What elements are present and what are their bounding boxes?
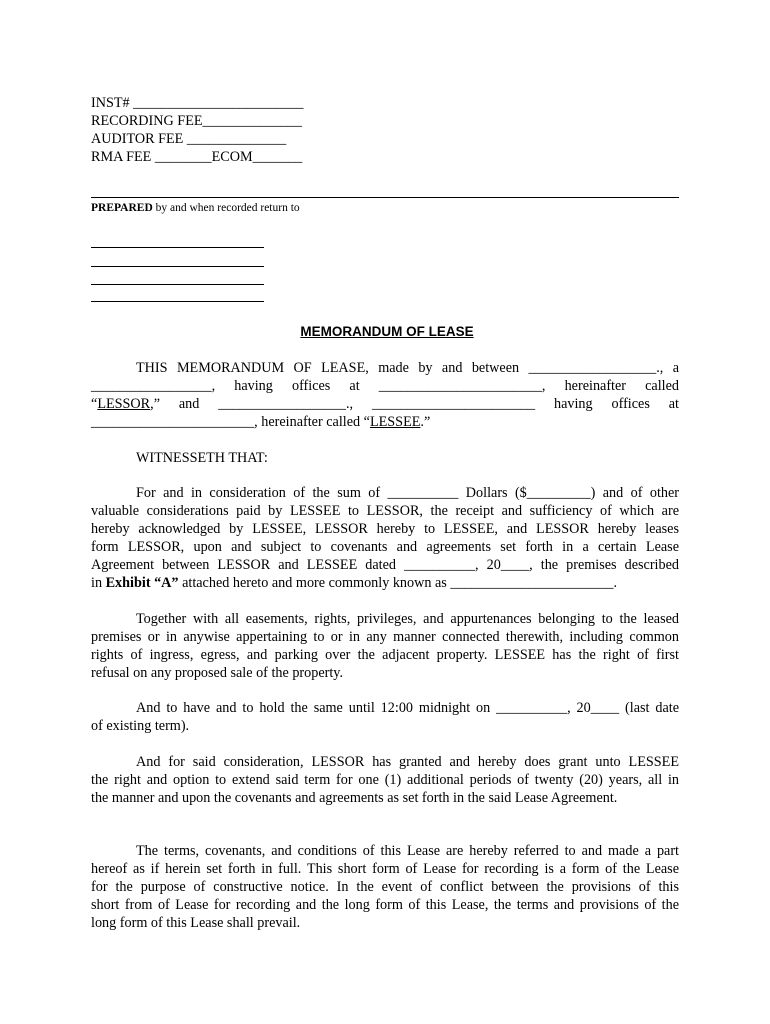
rma-fee-line: RMA FEE ________ECOM_______	[91, 149, 303, 165]
document-title-text: MEMORANDUM OF LEASE	[300, 324, 474, 339]
para2-line5: Agreement between LESSOR and LESSEE dated __________, 20____, the premises described	[91, 557, 679, 573]
para1-line4-end: .”	[420, 414, 431, 430]
para1-line2: _________________, having offices at _______________________, hereinafter called	[91, 378, 679, 394]
para5-line2: the right and option to extend said term for one (1) additional periods of twenty (20) years, all in	[91, 772, 679, 788]
para1-line3-quote: “	[91, 396, 98, 412]
para1-line3-rest: ,” and __________________., _______________________ having offices at	[150, 396, 679, 412]
separator-rule	[91, 197, 679, 198]
para6-line2: hereof as if herein set forth in full. This short form of Lease for recording is a form of the Lease	[91, 861, 679, 877]
para1-line4-start: _______________________, hereinafter called “	[91, 414, 370, 430]
para2-line6	[91, 574, 679, 592]
para6-line5: long form of this Lease shall prevail.	[91, 915, 301, 931]
return-address-line	[91, 284, 264, 285]
para5-line3: the manner and upon the covenants and agreements as set forth in the said Lease Agreement.	[91, 790, 618, 806]
lessee-defined-term: LESSEE	[369, 414, 421, 430]
para6-line3: for the purpose of constructive notice. In the event of conflict between the provisions of this	[91, 879, 679, 895]
para6-line4: short from of Lease for recording and the long form of this Lease, the terms and provisions of the	[91, 897, 679, 913]
para3-line3: rights of ingress, egress, and parking over the adjacent property. LESSEE has the right of first	[91, 647, 679, 663]
prepared-text: by and when recorded return to	[152, 202, 300, 214]
witnesseth-heading: WITNESSETH THAT:	[136, 450, 268, 466]
auditor-fee-line: AUDITOR FEE ______________	[91, 131, 287, 147]
para6-line1: The terms, covenants, and conditions of this Lease are hereby referred to and made a part	[136, 843, 679, 859]
inst-line: INST# ________________________	[91, 95, 304, 111]
recording-fee-line: RECORDING FEE______________	[91, 113, 302, 129]
para2-line4: form LESSOR, upon and subject to covenants and agreements set forth in a certain Lease	[91, 539, 679, 555]
para5-line1: And for said consideration, LESSOR has granted and hereby does grant unto LESSEE	[136, 754, 679, 770]
para3-line4: refusal on any proposed sale of the property.	[91, 665, 344, 681]
para2-line3: hereby acknowledged by LESSEE, LESSOR hereby to LESSEE, and LESSOR hereby leases	[91, 521, 679, 537]
para3-line2: premises or in anywise appertaining to or in any manner connected therewith, including common	[91, 629, 679, 645]
return-address-line	[91, 266, 264, 267]
prepared-label: PREPARED	[91, 202, 153, 214]
para2-line6-rest: attached hereto and more commonly known as _______________________.	[178, 575, 618, 591]
para2-line2: valuable considerations paid by LESSEE to LESSOR, the receipt and sufficiency of which are	[91, 503, 679, 519]
para1-line3	[91, 395, 679, 413]
return-address-line	[91, 301, 264, 302]
return-address-line	[91, 247, 264, 248]
para2-line1: For and in consideration of the sum of __________ Dollars ($_________) and of other	[136, 485, 679, 501]
para1-line4	[91, 413, 679, 431]
exhibit-a-reference: Exhibit “A”	[105, 575, 179, 591]
document-title	[0, 323, 770, 341]
prepared-by-line	[91, 201, 300, 215]
para3-line1: Together with all easements, rights, privileges, and appurtenances belonging to the leased	[136, 611, 679, 627]
para2-line6-start: in	[91, 575, 106, 591]
para4-line2: of existing term).	[91, 718, 190, 734]
lessor-defined-term: LESSOR	[97, 396, 151, 412]
para1-line1: THIS MEMORANDUM OF LEASE, made by and between __________________., a	[136, 360, 679, 376]
para4-line1: And to have and to hold the same until 12:00 midnight on __________, 20____ (last date	[136, 700, 679, 716]
